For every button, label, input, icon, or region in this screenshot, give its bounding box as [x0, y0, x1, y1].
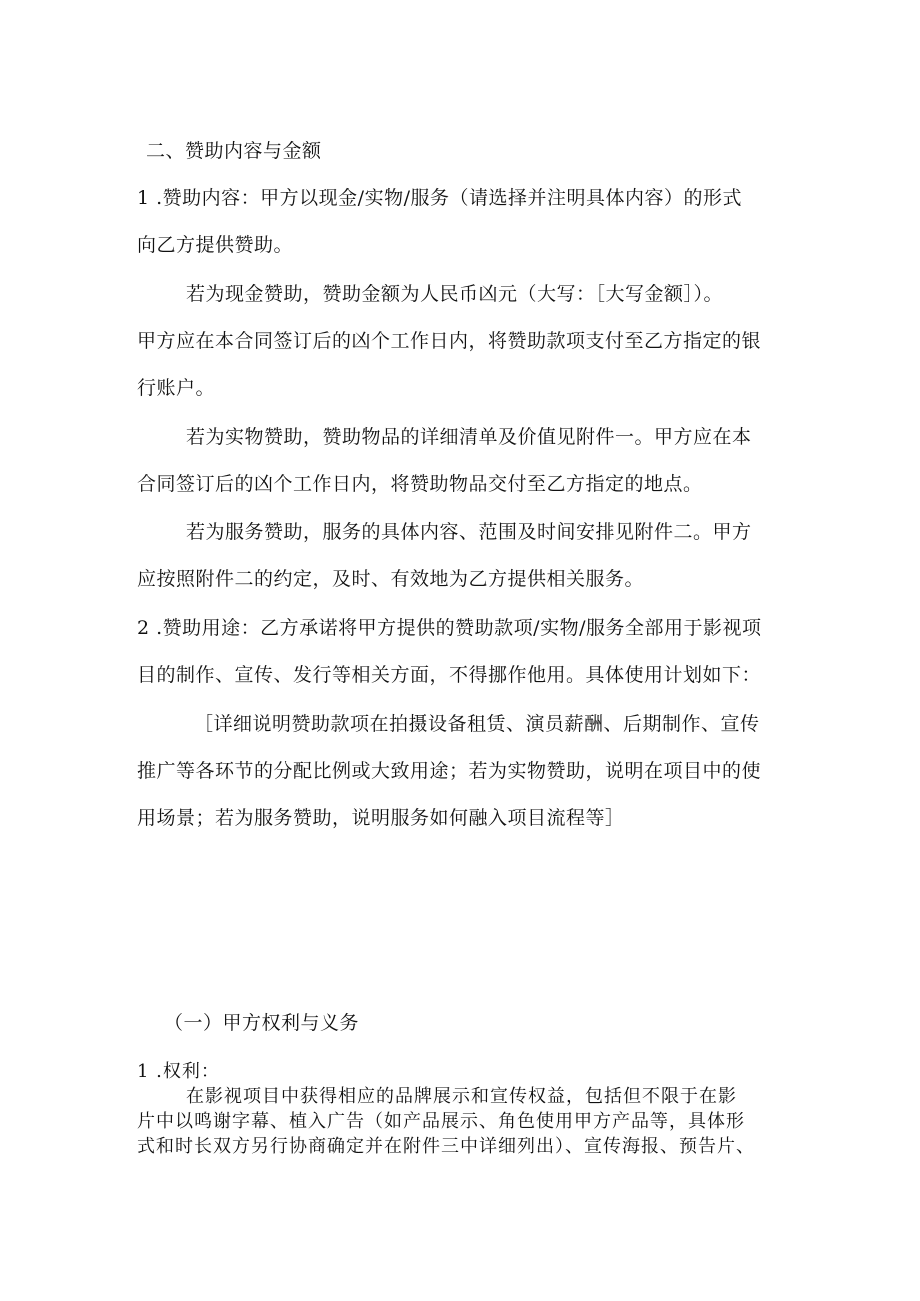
rights-line1: 在影视项目中获得相应的品牌展示和宣传权益，包括但不限于在影 [186, 1086, 737, 1107]
service-line1: 若为服务赞助，服务的具体内容、范围及时间安排见附件二。甲方 [186, 521, 752, 543]
rights-line2: 片中以鸣谢字幕、植入广告（如产品展示、角色使用甲方产品等，具体形 [137, 1111, 745, 1132]
cash-line2: 甲方应在本合同签订后的凶个工作日内，将赞助款项支付至乙方指定的银 [137, 330, 762, 352]
item1-line2: 向乙方提供赞助。 [137, 234, 294, 256]
rights-label: 1 .权利： [137, 1061, 220, 1082]
plan-line2: 推广等各环节的分配比例或大致用途；若为实物赞助，说明在项目中的使 [137, 760, 762, 782]
item2-line2: 目的制作、宣传、发行等相关方面，不得挪作他用。具体使用计划如下： [137, 664, 762, 686]
item2-line1: 2 .赞助用途：乙方承诺将甲方提供的赞助款项/实物/服务全部用于影视项 [137, 617, 762, 639]
service-line2: 应按照附件二的约定，及时、有效地为乙方提供相关服务。 [137, 568, 645, 590]
cash-line3: 行账户。 [137, 377, 216, 399]
plan-line3: 用场景；若为服务赞助，说明服务如何融入项目流程等］ [137, 807, 625, 829]
goods-line1: 若为实物赞助，赞助物品的详细清单及价值见附件一。甲方应在本 [186, 426, 752, 448]
item1-line1: 1 .赞助内容：甲方以现金/实物/服务（请选择并注明具体内容）的形式 [137, 187, 742, 209]
subsection-heading: （一）甲方权利与义务 [164, 1012, 360, 1034]
section-heading: 二、赞助内容与金额 [146, 140, 322, 162]
plan-line1: ［详细说明赞助款项在拍摄设备租赁、演员薪酬、后期制作、宣传 [194, 713, 760, 735]
rights-line3: 式和时长双方另行协商确定并在附件三中详细列出）、宣传海报、预告片、 [137, 1136, 755, 1157]
goods-line2: 合同签订后的凶个工作日内，将赞助物品交付至乙方指定的地点。 [137, 473, 703, 495]
cash-line1: 若为现金赞助，赞助金额为人民币凶元（大写：［大写金额］）。 [186, 283, 724, 305]
